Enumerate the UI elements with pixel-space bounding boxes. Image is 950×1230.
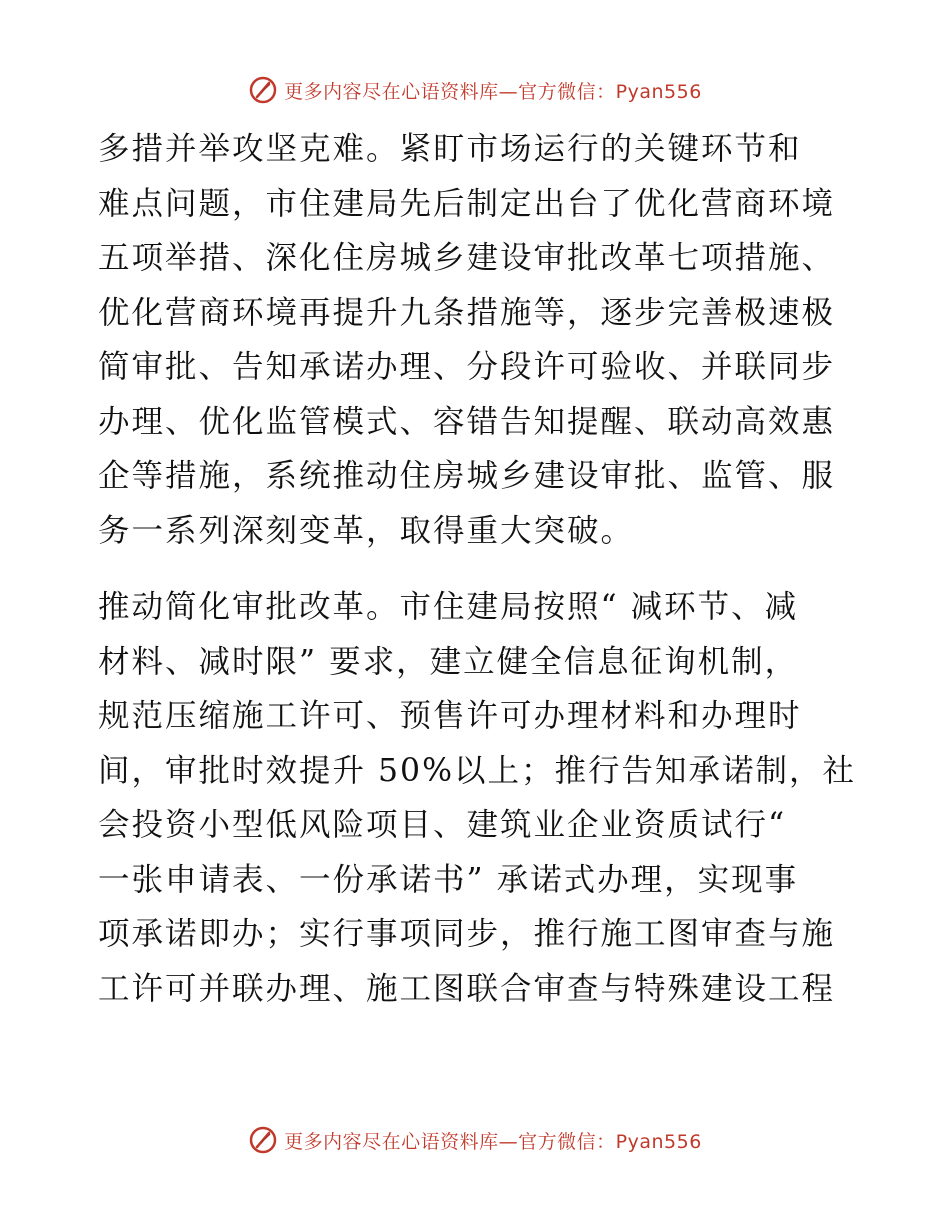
- text-line: 五项举措、深化住房城乡建设审批改革七项措施、: [98, 240, 836, 276]
- feather-logo-icon: [248, 75, 278, 105]
- text-line: 务一系列深刻变革，取得重大突破。: [98, 512, 635, 549]
- text-line: 难点问题，市住建局先后制定出台了优化营商环境: [98, 185, 836, 222]
- text-line: 办理、优化监管模式、容错告知提醒、联动高效惠: [98, 403, 836, 440]
- text-line: 多措并举攻坚克难。紧盯市场运行的关键环节和: [98, 131, 802, 167]
- watermark-header: [0, 70, 950, 110]
- text-line: 项承诺即办；实行事项同步，推行施工图审查与施: [98, 916, 836, 952]
- text-line: 优化营商环境再提升九条措施等，逐步完善极速极: [98, 294, 836, 331]
- feather-logo-icon: [248, 1125, 278, 1155]
- document-body: [98, 122, 858, 1016]
- text-line: 企等措施，系统推动住房城乡建设审批、监管、服: [98, 458, 836, 494]
- text-line: 规范压缩施工许可、预售许可办理材料和办理时: [98, 698, 802, 734]
- text-line: 间，审批时效提升 50%以上；推行告知承诺制，社: [98, 752, 857, 789]
- watermark-footer: [0, 1120, 950, 1160]
- text-line: 材料、减时限” 要求，建立健全信息征询机制，: [98, 643, 799, 680]
- watermark-text: 更多内容尽在心语资料库—官方微信：Pyan556: [284, 1130, 702, 1153]
- text-line: 简审批、告知承诺办理、分段许可验收、并联同步: [98, 349, 836, 385]
- text-line: 会投资小型低风险项目、建筑业企业资质试行“: [98, 807, 787, 843]
- text-line: 一张申请表、一份承诺书” 承诺式办理，实现事: [98, 861, 799, 898]
- paragraph-2: [98, 580, 858, 1016]
- text-line: 工许可并联办理、施工图联合审查与特殊建设工程: [98, 970, 836, 1007]
- text-line: 推动简化审批改革。市住建局按照“ 减环节、减: [98, 589, 799, 625]
- paragraph-1: [98, 122, 858, 558]
- watermark-text: 更多内容尽在心语资料库—官方微信：Pyan556: [284, 80, 702, 103]
